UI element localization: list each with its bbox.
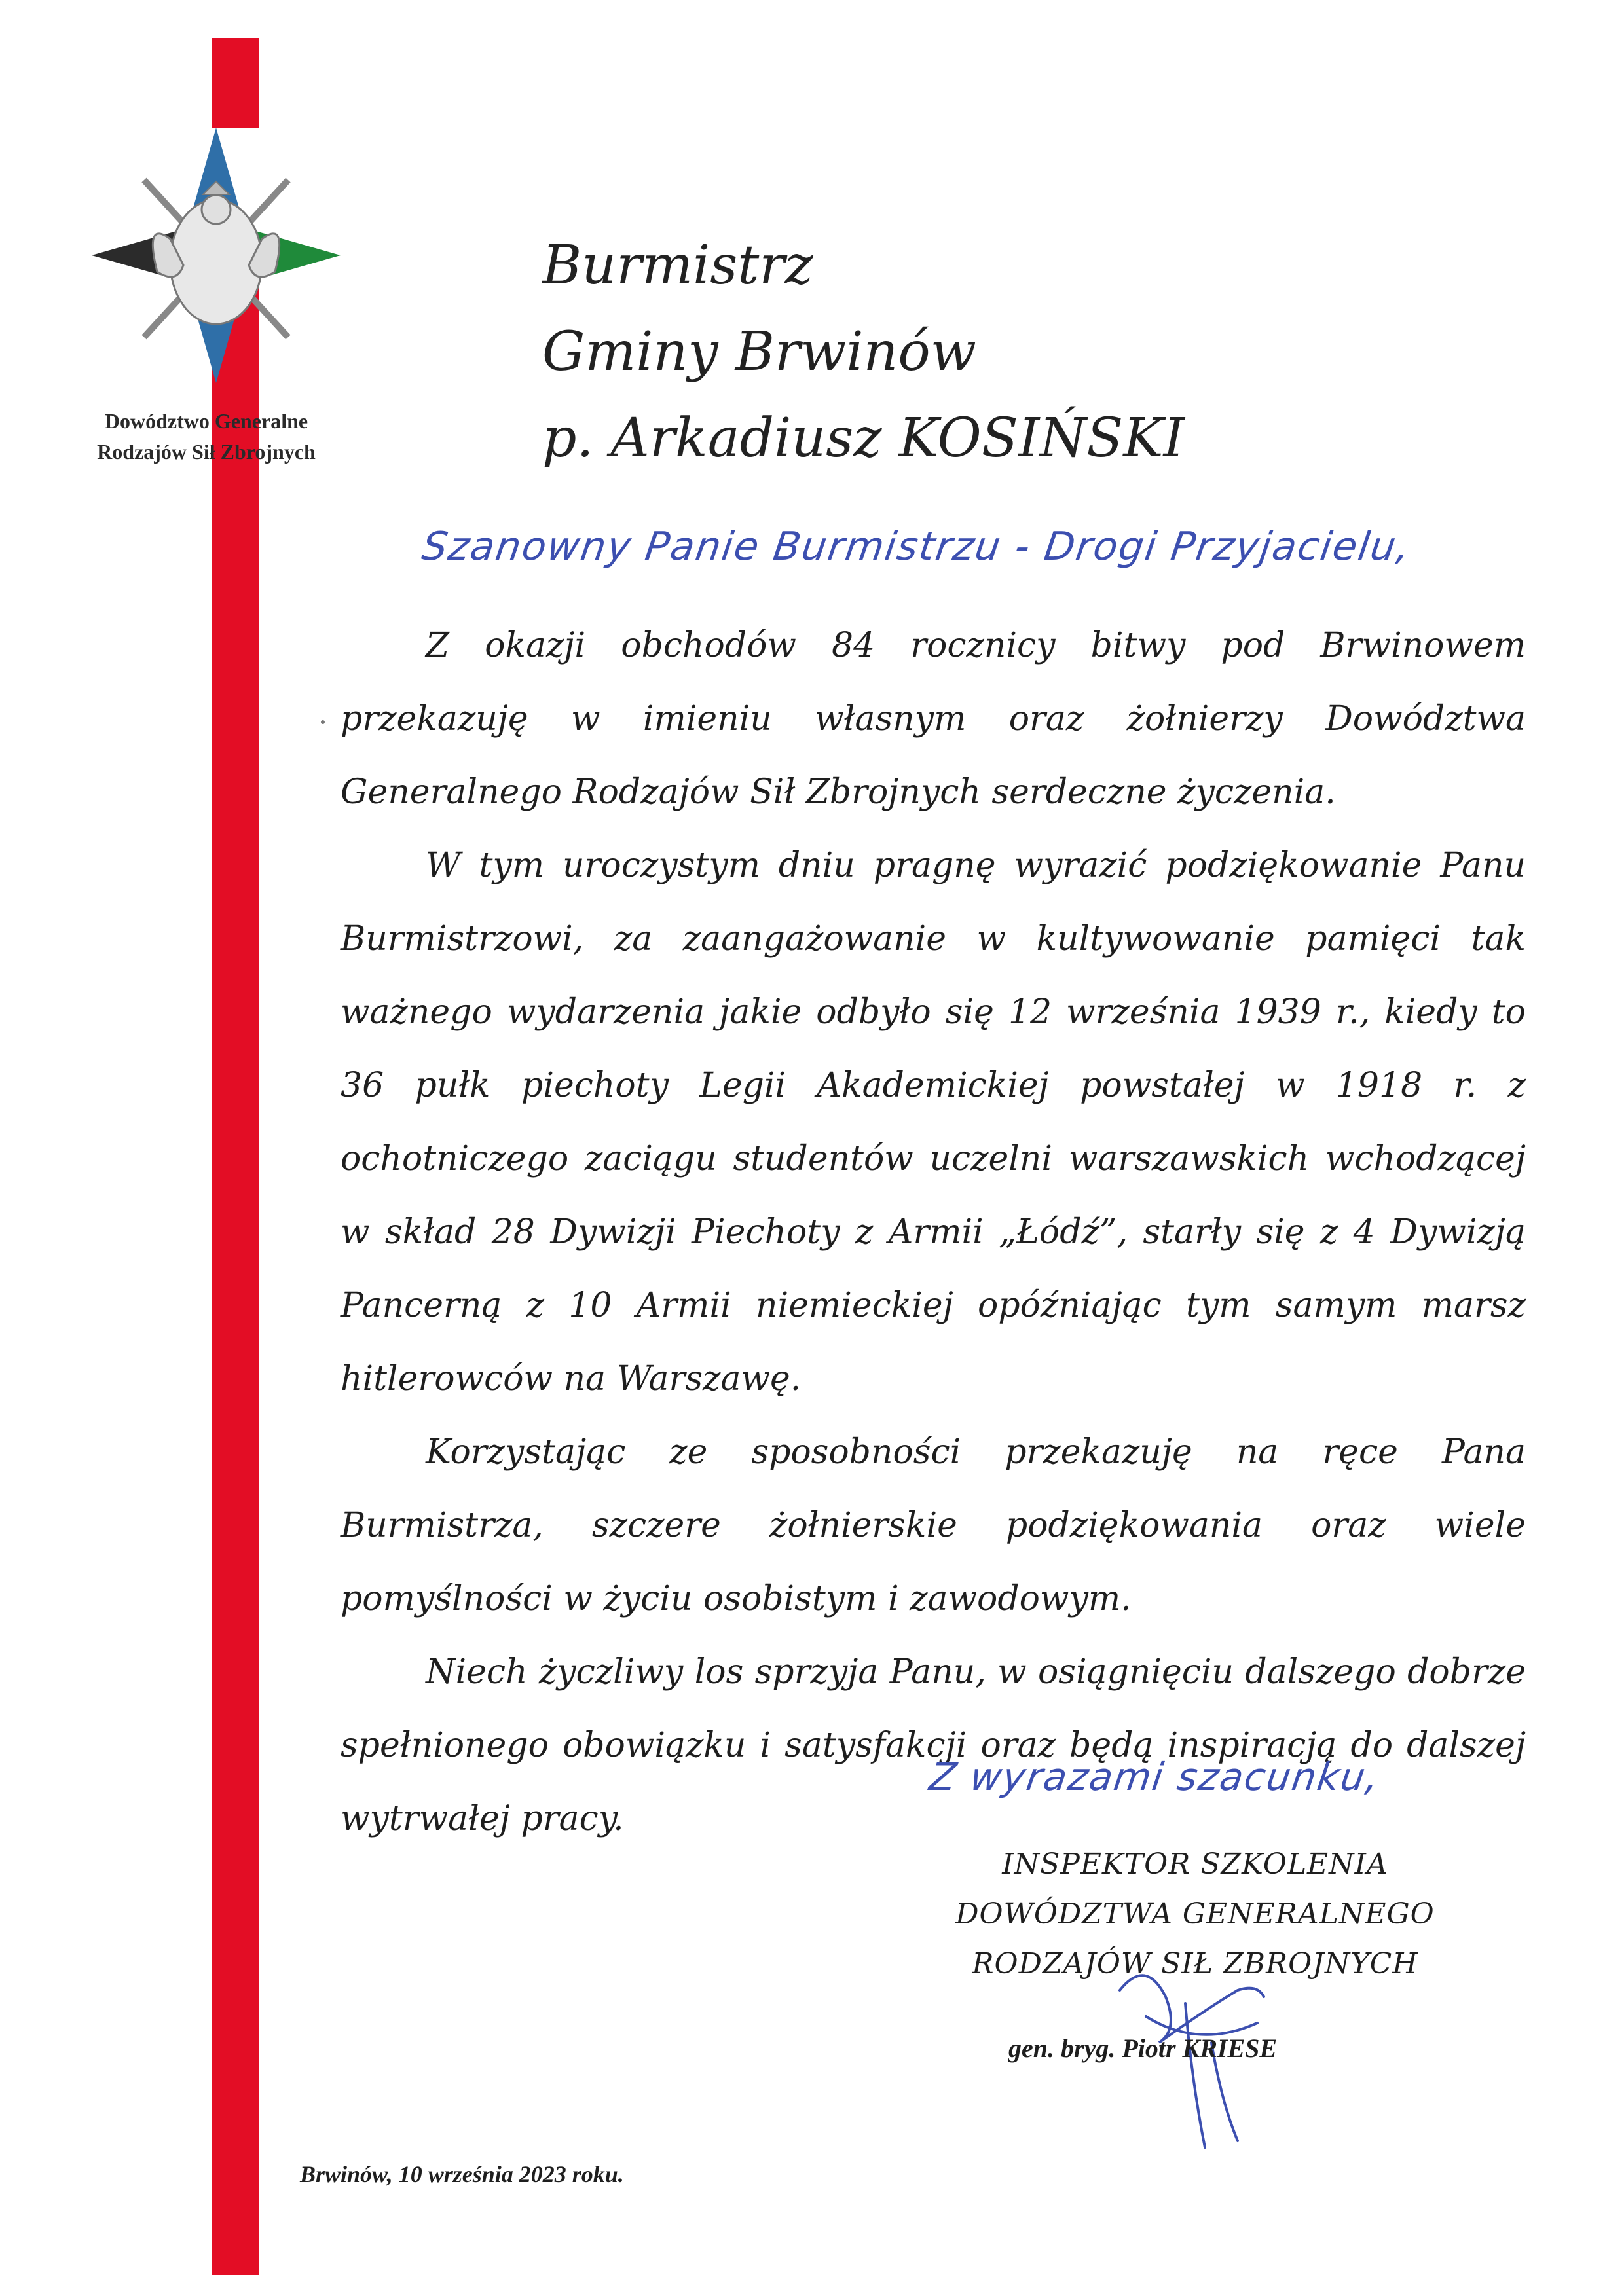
military-emblem-icon — [85, 121, 347, 390]
organization-line-2: Rodzajów Sił Zbrojnych — [97, 440, 316, 464]
addressee-block — [542, 223, 1185, 482]
organization-line-1: Dowództwo Generalne — [104, 409, 308, 433]
paragraph-2: W tym uroczystym dniu pragnę wyrazić podziękowanie Panu Burmistrzowi, za zaangażowanie w kultywowanie pamięci tak ważnego wydarzenia jakie odbyło się 12 września 1939 r., kiedy to 36 pułk piechoty Legii Akademickiej powstałej w 1918 r. z ochotniczego zaciągu studentów uczelni warszawskich wchodzącej w skład 28 Dywizji Piechoty z Armii „Łódź”, starły się z 4 Dywizją Pancerną z 10 Armii niemieckiej opóźniając tym samym marsz hitlerowców na Warszawę. — [341, 846, 1526, 1398]
paragraph-4: Niech życzliwy los sprzyja Panu, w osiągnięciu dalszego dobrze spełnionego obowiązku i satysfakcji oraz będą inspiracją do dalszej wytrwałej pracy. — [341, 1652, 1526, 1838]
letter-body — [341, 609, 1526, 1855]
addressee-title: Burmistrz — [542, 234, 813, 297]
addressee-municipality: Gminy Brwinów — [542, 321, 976, 383]
signatory-title-3: RODZAJÓW SIŁ ZBROJNYCH — [972, 1947, 1418, 1980]
signatory-title-2: DOWÓDZTWA GENERALNEGO — [955, 1897, 1435, 1931]
handwritten-closing: Z wyrazami szacunku, — [927, 1755, 1383, 1799]
handwritten-salutation: Szanowny Panie Burmistrzu - Drogi Przyjacielu, — [419, 524, 1414, 570]
organization-name — [39, 406, 373, 467]
place-and-date: Brwinów, 10 września 2023 roku. — [300, 2161, 624, 2187]
paragraph-1: Z okazji obchodów 84 rocznicy bitwy pod Brwinowem przekazuję w imieniu własnym oraz żołnierzy Dowództwa Generalnego Rodzajów Sił Zbrojnych serdeczne życzenia. — [341, 626, 1526, 812]
scan-speck — [321, 720, 325, 724]
signatory-title-1: INSPEKTOR SZKOLENIA — [1002, 1848, 1388, 1881]
paragraph-3: Korzystając ze sposobności przekazuję na ręce Pana Burmistrza, szczere żołnierskie podziękowania oraz wiele pomyślności w życiu osobistym i zawodowym. — [341, 1432, 1526, 1618]
addressee-name: p. Arkadiusz KOSIŃSKI — [542, 407, 1185, 469]
signatory-name: gen. bryg. Piotr KRIESE — [1008, 2033, 1278, 2063]
